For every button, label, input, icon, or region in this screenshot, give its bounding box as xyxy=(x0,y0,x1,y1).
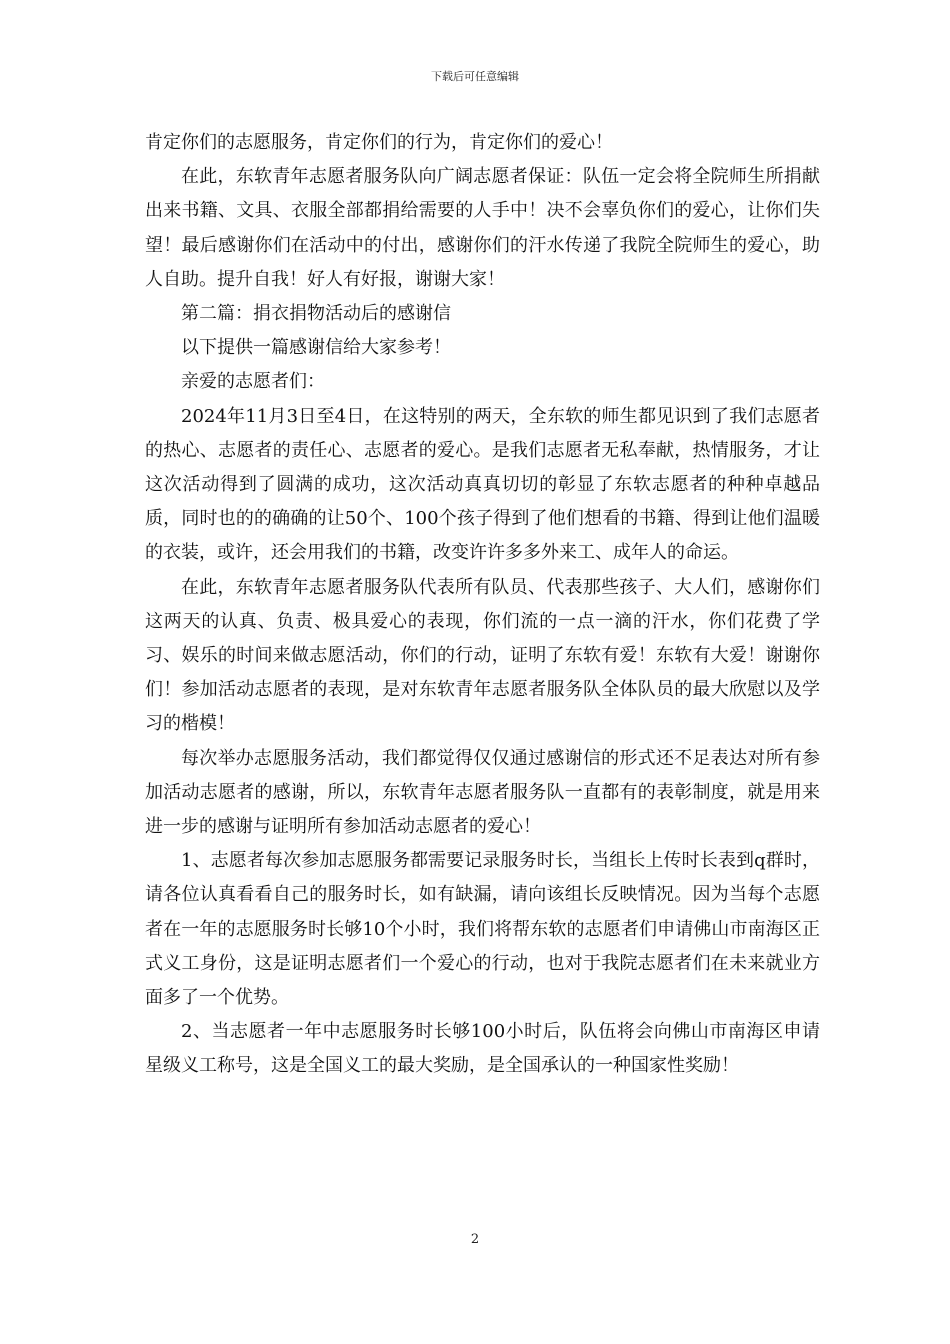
paragraph-3: 2024年11月3日至4日，在这特别的两天，全东软的师生都见识到了我们志愿者的热心、志愿者的责任心、志愿者的爱心。是我们志愿者无私奉献，热情服务，才让这次活动得到了圆满的成功，这次活动真真切切的彰显了东软志愿者的种种卓越品质，同时也的的确确的让50个、100个孩子得到了他们想看的书籍、得到让他们温暖的衣装，或许，还会用我们的书籍，改变许许多多外来工、成年人的命运。 xyxy=(145,405,820,564)
paragraph-intro: 以下提供一篇感谢信给大家参考！ xyxy=(181,337,451,359)
section-heading: 第二篇：捐衣捐物活动后的感谢信 xyxy=(181,303,451,325)
page-header: 下载后可任意编辑 xyxy=(431,70,519,83)
paragraph-2: 在此，东软青年志愿者服务队向广阔志愿者保证：队伍一定会将全院师生所捐献出来书籍、文具、衣服全部都捐给需要的人手中！决不会辜负你们的爱心，让你们失望！最后感谢你们在活动中的付出，感谢你们的汗水传递了我院全院师生的爱心，助人自助。提升自我！好人有好报，谢谢大家！ xyxy=(145,166,820,290)
salutation: 亲爱的志愿者们： xyxy=(181,371,325,393)
list-item-2: 2、当志愿者一年中志愿服务时长够100小时后，队伍将会向佛山市南海区申请星级义工称号，这是全国义工的最大奖励，是全国承认的一种国家性奖励！ xyxy=(145,1021,820,1077)
document-body xyxy=(145,126,820,1084)
page-number: 2 xyxy=(470,1232,480,1247)
list-item-1: 1、志愿者每次参加志愿服务都需要记录服务时长，当组长上传时长表到q群时，请各位认真看看自己的服务时长，如有缺漏，请向该组长反映情况。因为当每个志愿者在一年的志愿服务时长够10个小时，我们将帮东软的志愿者们申请佛山市南海区正式义工身份，这是证明志愿者们一个爱心的行动，也对于我院志愿者们在未来就业方面多了一个优势。 xyxy=(145,850,820,1009)
paragraph-5: 每次举办志愿服务活动，我们都觉得仅仅通过感谢信的形式还不足表达对所有参加活动志愿者的感谢，所以，东软青年志愿者服务队一直都有的表彰制度，就是用来进一步的感谢与证明所有参加活动志愿者的爱心！ xyxy=(145,747,820,838)
paragraph-1: 肯定你们的志愿服务，肯定你们的行为，肯定你们的爱心！ xyxy=(145,132,613,153)
paragraph-4: 在此，东软青年志愿者服务队代表所有队员、代表那些孩子、大人们，感谢你们这两天的认真、负责、极具爱心的表现，你们流的一点一滴的汗水，你们花费了学习、娱乐的时间来做志愿活动，你们的行动，证明了东软有爱！东软有大爱！谢谢你们！参加活动志愿者的表现，是对东软青年志愿者服务队全体队员的最大欣慰以及学习的楷模！ xyxy=(145,576,820,735)
